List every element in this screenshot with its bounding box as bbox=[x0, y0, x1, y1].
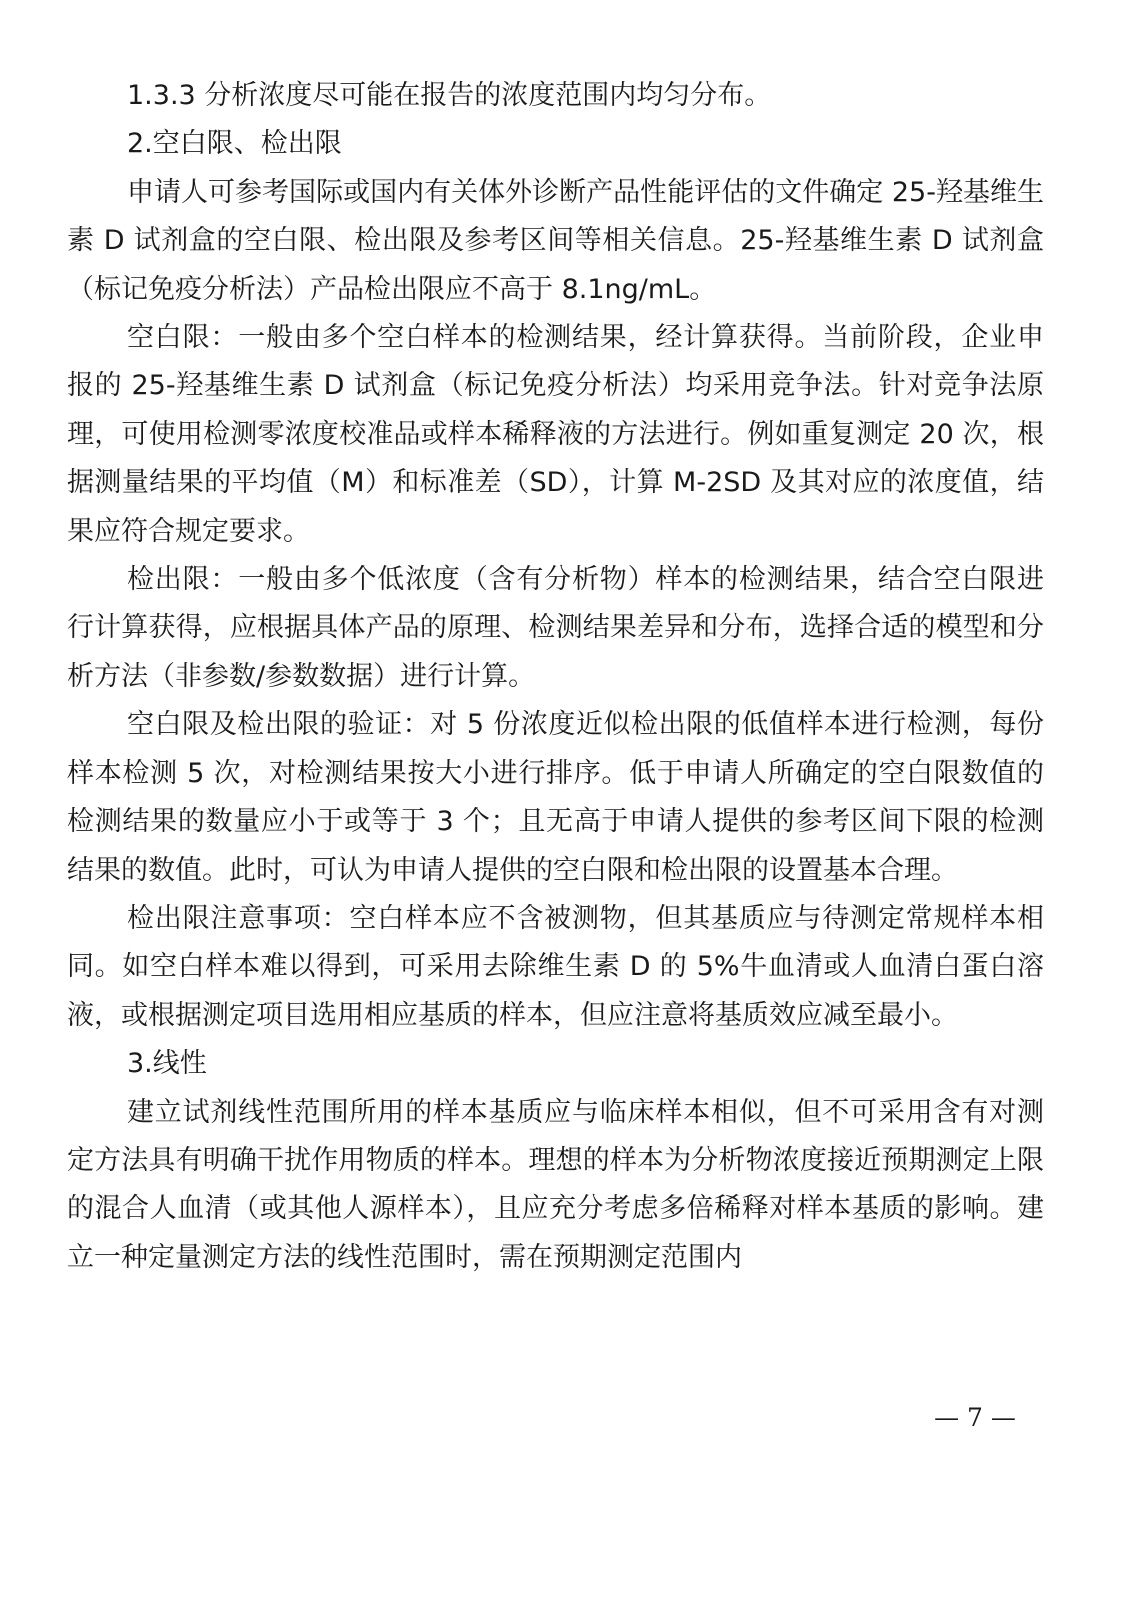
page-number: — 7 — bbox=[934, 1403, 1016, 1432]
paragraph-limit-of-blank: 空白限：一般由多个空白样本的检测结果，经计算获得。当前阶段，企业申报的 25-羟基维生素 D 试剂盒（标记免疫分析法）均采用竞争法。针对竞争法原理，可使用检测零浓度校准品或样本稀释液的方法进行。例如重复测定 20 次，根据测量结果的平均值（M）和标准差（SD），计算 M-2SD 及其对应的浓度值，结果应符合规定要求。 bbox=[67, 322, 1044, 547]
paragraph-linearity: 建立试剂线性范围所用的样本基质应与临床样本相似，但不可采用含有对测定方法具有明确干扰作用物质的样本。理想的样本为分析物浓度接近预期测定上限的混合人血清（或其他人源样本），且应充分考虑多倍稀释对样本基质的影响。建立一种定量测定方法的线性范围时，需在预期测定范围内 bbox=[67, 1096, 1044, 1273]
section-heading-blank-detection-limit: 2.空白限、检出限 bbox=[127, 128, 342, 160]
paragraph-applicant-reference: 申请人可参考国际或国内有关体外诊断产品性能评估的文件确定 25-羟基维生素 D 试剂盒的空白限、检出限及参考区间等相关信息。25-羟基维生素 D 试剂盒（标记免疫分析法）产品检出限应不高于 8.1ng/mL。 bbox=[67, 176, 1044, 305]
paragraph-limit-of-detection: 检出限：一般由多个低浓度（含有分析物）样本的检测结果，结合空白限进行计算获得，应根据具体产品的原理、检测结果差异和分布，选择合适的模型和分析方法（非参数/参数数据）进行计算。 bbox=[67, 564, 1044, 692]
section-heading-linearity: 3.线性 bbox=[127, 1048, 207, 1080]
document-body bbox=[67, 72, 1044, 1282]
subsection-1-3-3: 1.3.3 分析浓度尽可能在报告的浓度范围内均匀分布。 bbox=[127, 80, 772, 111]
paragraph-detection-limit-notes: 检出限注意事项：空白样本应不含被测物，但其基质应与待测定常规样本相同。如空白样本难以得到，可采用去除维生素 D 的 5%牛血清或人血清白蛋白溶液，或根据测定项目选用相应基质的样本，但应注意将基质效应减至最小。 bbox=[67, 902, 1044, 1031]
paragraph-verification: 空白限及检出限的验证：对 5 份浓度近似检出限的低值样本进行检测，每份样本检测 5 次，对检测结果按大小进行排序。低于申请人所确定的空白限数值的检测结果的数量应小于或等于 3 个；且无高于申请人提供的参考区间下限的检测结果的数值。此时，可认为申请人提供的空白限和检出限的设置基本合理。 bbox=[67, 709, 1044, 886]
